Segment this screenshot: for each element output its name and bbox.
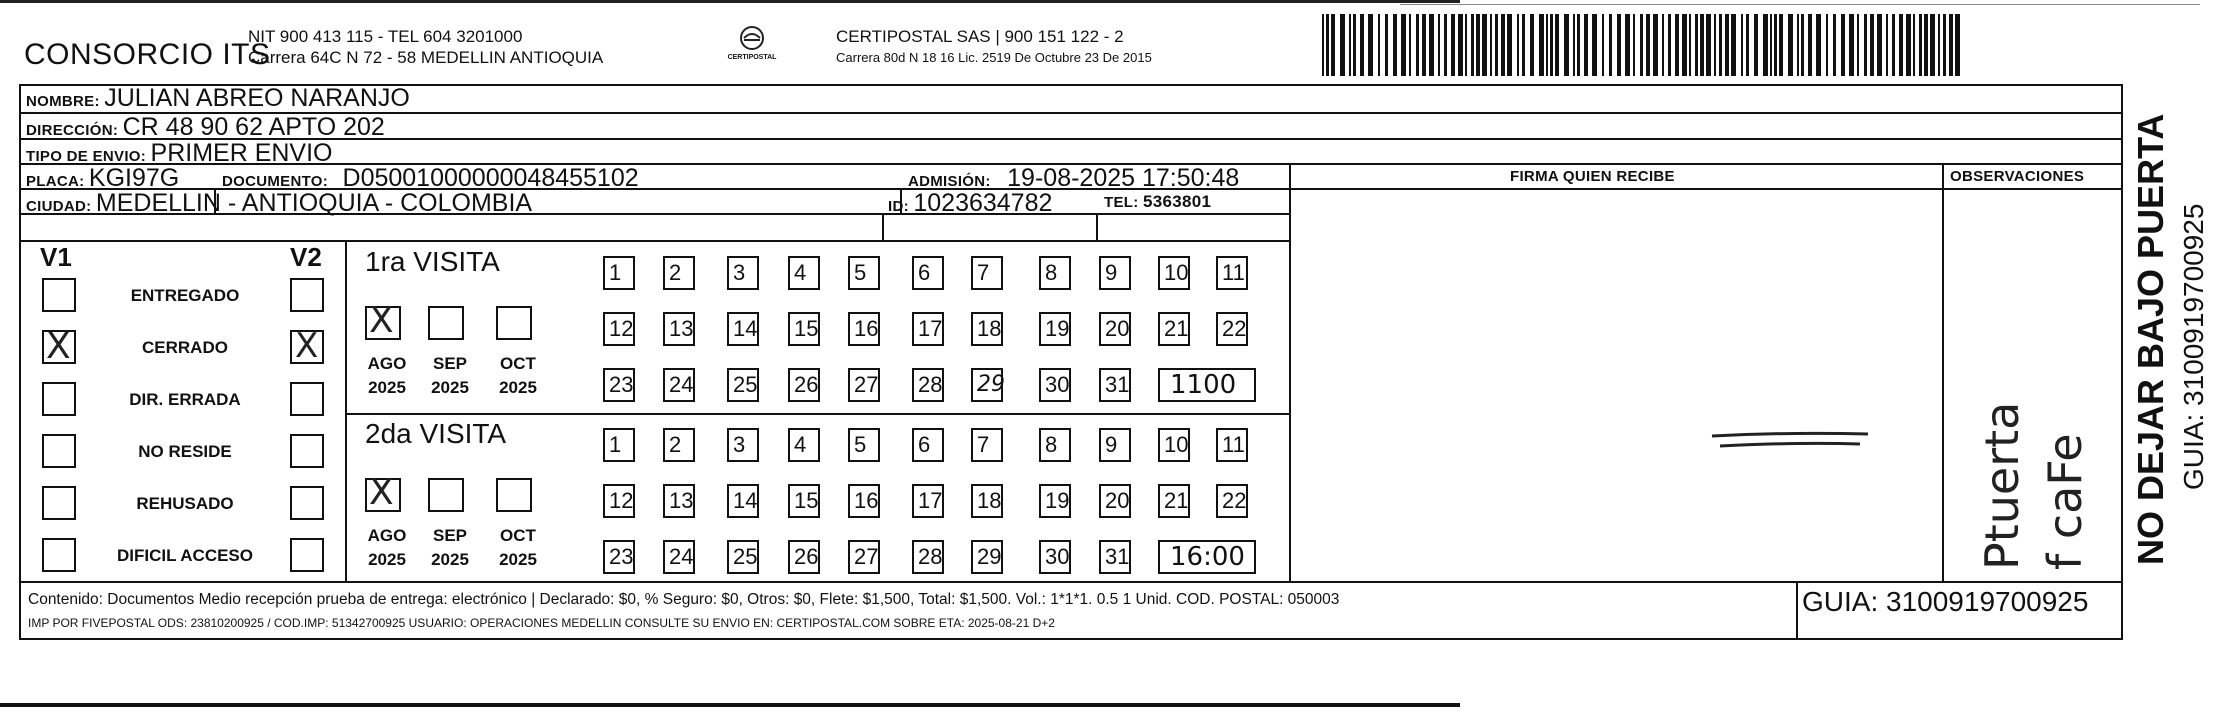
day-box[interactable]: 18 bbox=[971, 484, 1003, 518]
shipment-type: PRIMER ENVIO bbox=[150, 139, 333, 167]
day-box[interactable]: 8 bbox=[1039, 256, 1071, 290]
day-box[interactable]: 20 bbox=[1099, 312, 1131, 346]
ciudad-label: CIUDAD: bbox=[26, 198, 92, 215]
day-box[interactable]: 11 bbox=[1216, 256, 1248, 290]
side-guia: GUIA: 3100919700925 bbox=[2178, 203, 2209, 490]
v2-checkbox[interactable] bbox=[290, 382, 324, 416]
rule bbox=[1942, 163, 1944, 581]
admision-label: ADMISIÓN: bbox=[908, 173, 991, 190]
v2-checkbox[interactable] bbox=[290, 486, 324, 520]
rule bbox=[882, 213, 884, 240]
day-box[interactable]: 3 bbox=[727, 256, 759, 290]
month-label: OCT bbox=[500, 526, 536, 545]
month-label: AGO bbox=[367, 354, 407, 373]
documento-label: DOCUMENTO: bbox=[222, 173, 329, 190]
day-box[interactable]: 14 bbox=[727, 312, 759, 346]
day-box[interactable]: 26 bbox=[788, 540, 820, 574]
placa-label: PLACA: bbox=[26, 173, 85, 190]
v1-check-mark: X bbox=[46, 326, 71, 367]
day-box[interactable]: 5 bbox=[848, 428, 880, 462]
day-box[interactable]: 23 bbox=[603, 368, 635, 402]
status-label: CERRADO bbox=[142, 338, 228, 357]
year-label: 2025 bbox=[368, 550, 406, 569]
day-box[interactable]: 5 bbox=[848, 256, 880, 290]
day-box[interactable]: 6 bbox=[912, 256, 944, 290]
direccion-label: DIRECCIÓN: bbox=[26, 122, 119, 139]
day-box[interactable]: 8 bbox=[1039, 428, 1071, 462]
day-box[interactable]: 13 bbox=[663, 312, 695, 346]
top-rule bbox=[0, 0, 1460, 3]
day-box[interactable]: 12 bbox=[603, 312, 635, 346]
handwritten-observation-2: f caFe bbox=[2038, 433, 2092, 570]
day-box[interactable]: 31 bbox=[1099, 368, 1131, 402]
day-box[interactable]: 22 bbox=[1216, 312, 1248, 346]
day-box[interactable]: 16 bbox=[848, 484, 880, 518]
day-box[interactable]: 24 bbox=[663, 540, 695, 574]
month-checkbox[interactable] bbox=[496, 478, 532, 512]
company-contact bbox=[248, 26, 603, 68]
nit-line: NIT 900 413 115 - TEL 604 3201000 bbox=[248, 27, 523, 46]
status-label: NO RESIDE bbox=[138, 442, 232, 461]
day-box[interactable]: 25 bbox=[727, 540, 759, 574]
day-box[interactable]: 21 bbox=[1158, 484, 1190, 518]
day-box[interactable]: 17 bbox=[912, 312, 944, 346]
carrier-info bbox=[836, 26, 1152, 68]
day-box[interactable]: 15 bbox=[788, 484, 820, 518]
month-checkbox[interactable] bbox=[496, 306, 532, 340]
rule bbox=[345, 413, 1291, 415]
v1-header: V1 bbox=[40, 242, 72, 272]
admision-value: 19-08-2025 17:50:48 bbox=[1007, 164, 1240, 192]
day-box[interactable]: 21 bbox=[1158, 312, 1190, 346]
rule bbox=[1796, 581, 1798, 640]
company-name: CONSORCIO ITS bbox=[24, 38, 271, 71]
rule bbox=[345, 240, 347, 581]
visit-title: 2da VISITA bbox=[365, 418, 507, 449]
day-box[interactable]: 13 bbox=[663, 484, 695, 518]
status-label: REHUSADO bbox=[136, 494, 234, 513]
rule bbox=[19, 240, 1291, 242]
day-box[interactable]: 2 bbox=[663, 256, 695, 290]
month-label: OCT bbox=[500, 354, 536, 373]
recipient-name-row bbox=[26, 84, 410, 113]
day-box[interactable]: 4 bbox=[788, 256, 820, 290]
day-box[interactable]: 23 bbox=[603, 540, 635, 574]
ciudad-value: MEDELLIN - ANTIOQUIA - COLOMBIA bbox=[95, 189, 533, 217]
day-box[interactable]: 26 bbox=[788, 368, 820, 402]
day-box[interactable]: 30 bbox=[1039, 368, 1071, 402]
address-line: Carrera 64C N 72 - 58 MEDELLIN ANTIOQUIA bbox=[248, 48, 604, 67]
nombre-label: NOMBRE: bbox=[26, 93, 100, 110]
v2-checkbox[interactable] bbox=[290, 326, 324, 366]
v2-checkbox[interactable] bbox=[290, 278, 324, 312]
rule bbox=[1096, 213, 1098, 240]
month-checkbox[interactable] bbox=[365, 472, 401, 513]
v1-checkbox[interactable] bbox=[42, 486, 76, 520]
tel-row bbox=[1104, 192, 1211, 212]
month-check-mark: X bbox=[369, 300, 394, 341]
v1-checkbox[interactable] bbox=[42, 434, 76, 468]
barcode bbox=[1322, 14, 1962, 76]
month-label: SEP bbox=[432, 526, 468, 545]
day-box[interactable]: 27 bbox=[848, 540, 880, 574]
recipient-address: CR 48 90 62 APTO 202 bbox=[122, 113, 385, 141]
day-box[interactable]: 1 bbox=[603, 256, 635, 290]
month-checkbox[interactable] bbox=[428, 306, 464, 340]
visit-time-box[interactable]: 1100 bbox=[1158, 368, 1256, 402]
day-box[interactable]: 6 bbox=[912, 428, 944, 462]
tel-value: 5363801 bbox=[1142, 192, 1212, 211]
day-box[interactable]: 31 bbox=[1099, 540, 1131, 574]
status-label: ENTREGADO bbox=[130, 286, 240, 305]
tel-label: TEL: bbox=[1104, 194, 1139, 211]
day-box[interactable]: 2 bbox=[663, 428, 695, 462]
month-check-mark: X bbox=[369, 472, 394, 513]
year-label: 2025 bbox=[431, 378, 469, 397]
rule bbox=[1289, 163, 1291, 581]
guia-number: GUIA: 3100919700925 bbox=[1802, 586, 2089, 617]
day-box[interactable]: 11 bbox=[1216, 428, 1248, 462]
day-box[interactable]: 10 bbox=[1158, 428, 1190, 462]
ciudad-row bbox=[26, 189, 532, 218]
year-label: 2025 bbox=[368, 378, 406, 397]
v1-checkbox[interactable] bbox=[42, 382, 76, 416]
carrier-line: CERTIPOSTAL SAS | 900 151 122 - 2 bbox=[836, 27, 1124, 46]
top-rule-right bbox=[1400, 4, 2200, 5]
day-box[interactable]: 22 bbox=[1216, 484, 1248, 518]
v2-header: V2 bbox=[290, 242, 322, 272]
day-box[interactable]: 29 bbox=[971, 540, 1003, 574]
month-label: AGO bbox=[367, 526, 407, 545]
tipo-envio-label: TIPO DE ENVIO: bbox=[26, 148, 147, 165]
day-box[interactable]: 14 bbox=[727, 484, 759, 518]
day-box[interactable]: 25 bbox=[727, 368, 759, 402]
day-box[interactable]: 9 bbox=[1099, 428, 1131, 462]
v1-checkbox[interactable] bbox=[42, 326, 76, 367]
day-box[interactable]: 19 bbox=[1039, 312, 1071, 346]
observaciones-header: OBSERVACIONES bbox=[1950, 168, 2085, 185]
v2-checkbox[interactable] bbox=[290, 434, 324, 468]
day-box[interactable]: 7 bbox=[971, 256, 1003, 290]
id-label: ID: bbox=[888, 198, 909, 215]
day-box[interactable]: 12 bbox=[603, 484, 635, 518]
day-box[interactable]: 17 bbox=[912, 484, 944, 518]
visit-time-box[interactable]: 16:00 bbox=[1158, 540, 1256, 574]
footer-print-line: IMP POR FIVEPOSTAL ODS: 23810200925 / COD.IMP: 51342700925 USUARIO: OPERACIONES MEDELLIN CONSULTE SU ENVIO EN: CERTIPOSTAL.COM SOBRE ETA: 2025-08-21 D+2 bbox=[28, 616, 1055, 630]
day-box[interactable]: 9 bbox=[1099, 256, 1131, 290]
day-box[interactable]: 29 bbox=[971, 368, 1003, 402]
v2-checkbox[interactable] bbox=[290, 538, 324, 572]
day-box[interactable]: 16 bbox=[848, 312, 880, 346]
id-row bbox=[888, 189, 1052, 218]
year-label: 2025 bbox=[431, 550, 469, 569]
placa-value: KGI97G bbox=[88, 164, 180, 192]
day-box[interactable]: 28 bbox=[912, 368, 944, 402]
day-box[interactable]: 4 bbox=[788, 428, 820, 462]
documento-value: D05001000000048455102 bbox=[342, 164, 639, 192]
carrier-address: Carrera 80d N 18 16 Lic. 2519 De Octubre 23 De 2015 bbox=[836, 50, 1152, 65]
day-box[interactable]: 18 bbox=[971, 312, 1003, 346]
handwritten-observation-1: Ptuerta bbox=[1975, 401, 2029, 570]
footer-content-line: Contenido: Documentos Medio recepción prueba de entrega: electrónico | Declarado: $0, % Seguro: $0, Otros: $0, Flete: $1,500, Total: $1,500. Vol.: 1*1*1. 0.5 1 Unid. COD. POSTAL: 050003 bbox=[28, 591, 1340, 608]
month-checkbox[interactable] bbox=[428, 478, 464, 512]
visit-title: 1ra VISITA bbox=[365, 246, 500, 277]
month-label: SEP bbox=[432, 354, 468, 373]
day-box[interactable]: 1 bbox=[603, 428, 635, 462]
bottom-rule bbox=[0, 703, 1460, 707]
firma-header: FIRMA QUIEN RECIBE bbox=[1510, 168, 1675, 185]
day-box[interactable]: 24 bbox=[663, 368, 695, 402]
day-box[interactable]: 15 bbox=[788, 312, 820, 346]
v1-checkbox[interactable] bbox=[42, 278, 76, 312]
status-label: DIFICIL ACCESO bbox=[116, 546, 253, 565]
logo-lettering: CERTIPOSTAL bbox=[727, 54, 777, 61]
day-box[interactable]: 19 bbox=[1039, 484, 1071, 518]
rule bbox=[2121, 84, 2123, 640]
year-label: 2025 bbox=[499, 550, 537, 569]
recipient-name: JULIAN ABREO NARANJO bbox=[104, 84, 410, 112]
address-row bbox=[26, 113, 385, 142]
v1-checkbox[interactable] bbox=[42, 538, 76, 572]
signature-stroke bbox=[1710, 428, 1870, 452]
certipostal-logo bbox=[722, 24, 782, 68]
v2-check-mark: X bbox=[295, 326, 319, 366]
id-value: 1023634782 bbox=[913, 189, 1053, 217]
day-box[interactable]: 28 bbox=[912, 540, 944, 574]
status-label: DIR. ERRADA bbox=[129, 390, 241, 409]
day-box[interactable]: 7 bbox=[971, 428, 1003, 462]
month-checkbox[interactable] bbox=[365, 300, 401, 341]
day-box[interactable]: 10 bbox=[1158, 256, 1190, 290]
year-label: 2025 bbox=[499, 378, 537, 397]
rule bbox=[19, 581, 2123, 583]
day-box[interactable]: 30 bbox=[1039, 540, 1071, 574]
day-box[interactable]: 20 bbox=[1099, 484, 1131, 518]
day-box[interactable]: 27 bbox=[848, 368, 880, 402]
day-box[interactable]: 3 bbox=[727, 428, 759, 462]
side-warning: NO DEJAR BAJO PUERTA bbox=[2130, 113, 2171, 565]
